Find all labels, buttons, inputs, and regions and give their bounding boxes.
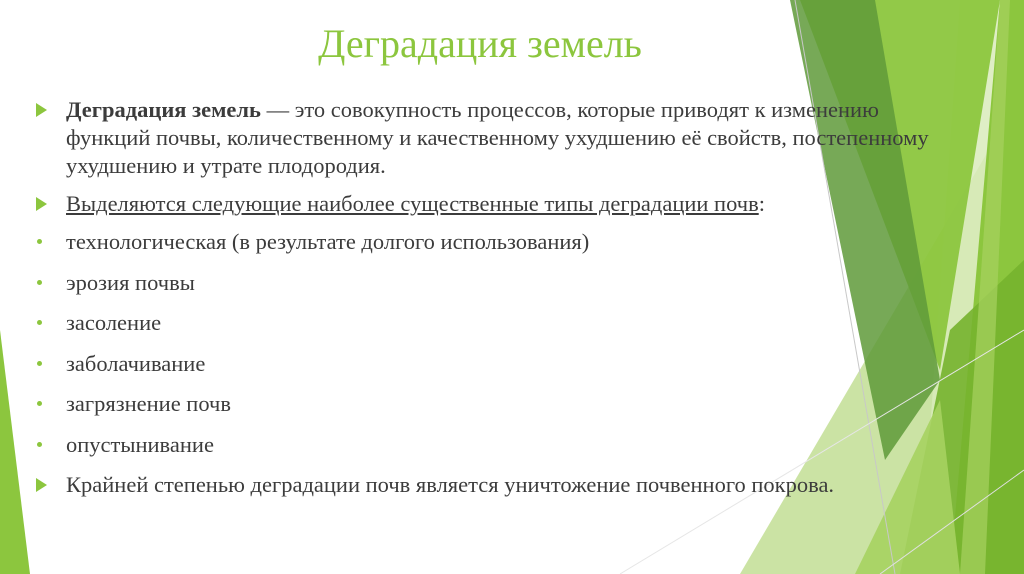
term-degradation: Деградация земель: [66, 97, 261, 122]
types-intro-text: Выделяются следующие наиболее существенные типы деградации почв: [66, 191, 759, 216]
arrow-bullet-icon: [36, 478, 47, 492]
list-item-text: загрязнение почв: [66, 391, 231, 416]
list-item: [30, 390, 950, 418]
list-item-text: эрозия почвы: [66, 269, 195, 295]
dot-bullet-icon: [37, 401, 42, 406]
bullet-conclusion: [30, 471, 950, 499]
conclusion-text: Крайней степенью деградации почв является уничтожение почвенного покрова.: [66, 472, 835, 497]
list-item-text: технологическая (в результате долгого использования): [66, 229, 590, 254]
dot-bullet-icon: [37, 320, 42, 325]
arrow-bullet-icon: [36, 197, 47, 211]
dot-bullet-icon: [37, 280, 42, 285]
slide-title: Деградация земель: [318, 21, 642, 66]
types-intro-colon: :: [758, 191, 765, 216]
dot-bullet-icon: [37, 239, 42, 244]
list-item-text: заболачивание: [66, 350, 206, 376]
dot-bullet-icon: [37, 361, 42, 366]
list-item: [30, 228, 950, 256]
arrow-bullet-icon: [36, 103, 47, 117]
dot-bullet-icon: [37, 442, 42, 447]
list-item: [30, 309, 950, 337]
bullet-types-intro: [30, 190, 950, 218]
list-item-text: засоление: [66, 310, 162, 335]
left-accent-shape: [0, 330, 30, 574]
slide-content: [30, 96, 950, 509]
list-item: [30, 431, 950, 459]
bullet-definition: [30, 96, 950, 180]
list-item-text: опустынивание: [66, 431, 214, 457]
definition-text: — это совокупность процессов, которые приводят к изменению функций почвы, количественному и качественному ухудшению её свойств, постепенному ухудшению и утрате плодородия.: [66, 97, 929, 178]
list-item: [30, 269, 950, 297]
list-item: [30, 350, 950, 378]
